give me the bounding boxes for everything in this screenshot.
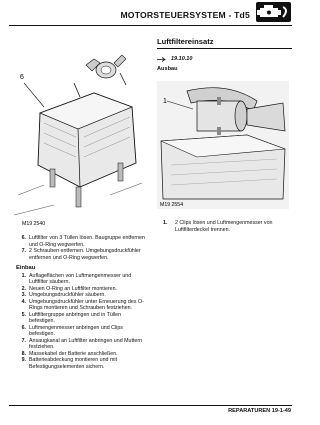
list-item: 2. Neuen O-Ring an Luftfilter montieren. (21, 285, 118, 292)
figure-caption-right: M19 2554 (160, 202, 184, 208)
page-footer: REPARATUREN 19-1-49 (228, 408, 291, 414)
left-steps (16, 235, 146, 370)
einbau-heading: Einbau (16, 265, 36, 271)
figure-callout-1: 1 (163, 98, 167, 105)
list-item: 8. Massekabel der Batterie anschließen. (21, 350, 118, 357)
ausbau-heading: Ausbau (157, 66, 178, 72)
list-item: 7. 2 Schrauben entfernen. Umgebungsdruckfühler entfernen und O-Ring wegwerfen. (21, 248, 141, 261)
figure-callout-6: 6 (20, 74, 24, 81)
air-filter-illustration (14, 45, 144, 228)
list-item: 3. Umgebungsdruckfühler säubern. (21, 292, 106, 298)
list-item: 6. Luftfilter von 3 Tüllen lösen. Baugruppe entfernen und O-Ring wegwerfen. (21, 235, 145, 248)
arrow-right-icon (157, 57, 167, 62)
list-item: 1. Auflageflächen von Luftmengenmesser und Luftfilter säubern. (21, 272, 132, 285)
figure-caption-left: M19 2540 (22, 221, 46, 227)
section-header (157, 37, 292, 72)
footer-rule (9, 405, 292, 406)
repair-code-number: 19.10.10 (171, 56, 193, 62)
section-title: Luftfiltereinsatz (157, 37, 214, 46)
list-item: 6. Luftmengenmesser anbringen und Clips befestigen. (21, 324, 123, 337)
page-header-title: MOTORSTEUERSYSTEM - Td5 (120, 10, 250, 20)
list-item: 5. Luftfiltergruppe anbringen und in Tüllen befestigen. (21, 311, 122, 324)
mass-airflow-sensor-illustration (157, 81, 289, 209)
header-rule (9, 25, 292, 26)
list-item: 9. Batterieabdeckung montieren und mit Befestigungselementen sichern. (21, 357, 118, 370)
list-item: 7. Ansaugkanal an Luftfilter anbringen und Muttern festziehen. (21, 337, 143, 350)
engine-logo-icon (256, 2, 291, 22)
list-item: 1. 2 Clips lösen und Luftmengenmesser von Luftfilterdeckel trennen. (163, 220, 273, 233)
section-rule (157, 48, 292, 49)
repair-code (157, 56, 292, 62)
list-item: 4. Umgebungsdruckfühler unter Erneuerung des O-Rings montieren und Schrauben festziehen. (21, 298, 144, 311)
